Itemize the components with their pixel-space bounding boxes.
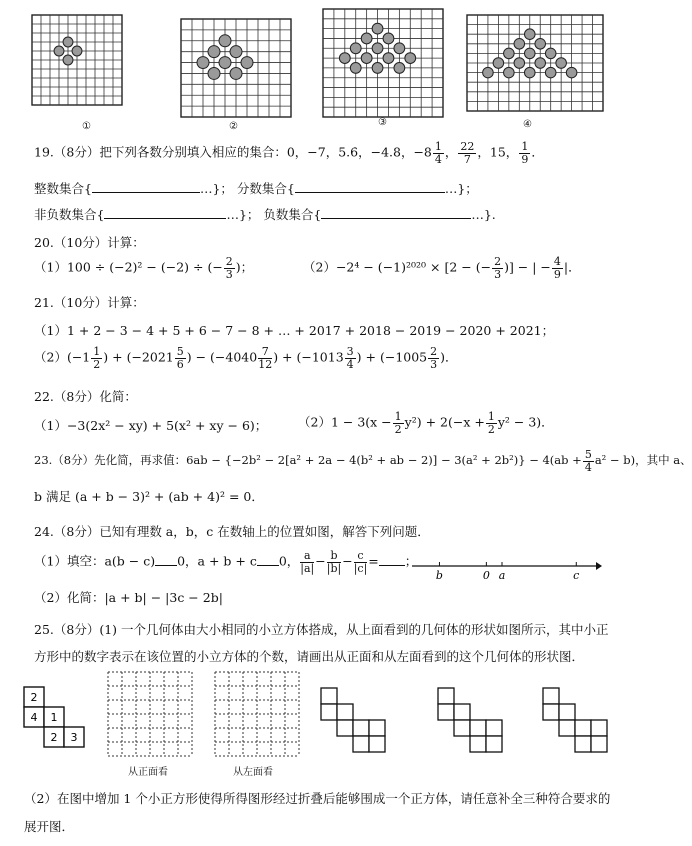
front-view-grid[interactable] (106, 670, 194, 761)
net-cell (438, 704, 454, 720)
q22-part-2-c: y² − 3)． (497, 414, 554, 430)
top-view-figure (22, 685, 94, 756)
q25-part-2-line-2: 展开图． (24, 819, 75, 834)
q21-part-2-d: ) + (−1013 (273, 349, 344, 365)
pattern-dot (514, 58, 525, 69)
number-line (412, 552, 602, 585)
pattern-dot (545, 67, 556, 78)
pattern-dot (350, 63, 361, 74)
net-cell (559, 704, 575, 720)
q20-part-2-num-2: 4 (553, 255, 561, 268)
q24-fill-c: 0， (278, 553, 300, 569)
q19-fraction-3 (519, 141, 530, 165)
q23-fraction-den: 4 (584, 460, 592, 474)
negative-set-label: 负数集合{ (263, 207, 322, 222)
q24-blank-3[interactable] (379, 565, 405, 566)
pattern-grid-4 (466, 14, 604, 112)
pattern-figure-2 (180, 18, 292, 118)
pattern-dot (372, 23, 383, 34)
q22-part-2-b: y²) + 2(−x + (404, 414, 485, 430)
q20-part-2-fraction-1 (492, 256, 503, 280)
fraction-set-end: …}； (444, 181, 478, 196)
q19-stem-text: 19.（8分）把下列各数分别填入相应的集合：0，−7，5.6̇，−4.8， (34, 144, 414, 160)
net-cell (337, 704, 353, 720)
q20-part-2 (303, 256, 581, 280)
q21-fraction-a-num: 1 (93, 345, 101, 358)
pattern-dot (483, 67, 494, 78)
pattern-dot (350, 43, 361, 54)
q19-fraction-2-num: 22 (460, 140, 475, 153)
q20-part-2-den-2: 9 (553, 267, 561, 281)
integer-set-label: 整数集合{ (34, 181, 92, 196)
pattern-dot (63, 37, 73, 47)
pattern-dot (219, 35, 231, 47)
q19-tail: ． (531, 144, 544, 160)
q19-sets-row-2 (34, 205, 496, 223)
pattern-dot (230, 46, 242, 58)
axis-label-a: a (498, 569, 506, 582)
net-figure-2[interactable] (436, 686, 508, 759)
pattern-figure-1 (31, 14, 123, 106)
q23-line-1-b: a² − b)，其中 a、 (594, 453, 692, 468)
net-figure-1[interactable] (319, 686, 391, 759)
q25-line-2: 方形中的数字表示在该位置的小立方体的个数，请画出从正面和从左面看到的这个几何体的形状图． (34, 649, 585, 664)
q21-fraction-a-den: 2 (93, 357, 101, 371)
q25-line-1: 25.（8分）(1) 一个几何体由大小相同的小立方体搭成，从上面看到的几何体的形状如图所示，其中小正 (34, 622, 609, 637)
q21-part-2-end: )． (440, 349, 458, 365)
pattern-dot (197, 57, 209, 69)
pattern-dot (524, 48, 535, 59)
q21-fraction-d-num: 3 (346, 345, 354, 358)
q22-fraction-2 (486, 411, 497, 435)
left-view-grid[interactable] (213, 670, 301, 761)
q19-stem: 19.（8分）把下列各数分别填入相应的集合：0，−7，5.6̇，−4.8，−8 $\frac{1}{4}$ ， $\frac{22}{7}$ ，15， $\frac{1}{9}$ ． (34, 140, 544, 166)
pattern-dot (566, 67, 577, 78)
caption-left-view: 从左面看 (233, 767, 273, 778)
net-figure-2-svg[interactable] (436, 686, 508, 756)
net-cell (486, 720, 502, 736)
pattern-dot (394, 63, 405, 74)
pattern-dot (493, 58, 504, 69)
q20-part-2-end: |． (563, 259, 581, 275)
q19-fraction-2 (458, 141, 476, 165)
left-view-dotted-grid[interactable] (213, 670, 301, 758)
pattern-dot (372, 63, 383, 74)
q20-part-2-den-1: 3 (494, 267, 502, 281)
q19-fraction-1-num: 1 (434, 140, 442, 153)
q23-line-2: b 满足 (a + b − 3)² + (ab + 4)² = 0． (34, 489, 264, 504)
pattern-dot (556, 58, 567, 69)
q24-fill-tail: ； (404, 553, 418, 569)
pattern-dot (63, 55, 73, 65)
net-cell (337, 720, 353, 736)
pattern-dot (514, 39, 525, 50)
net-figure-3-svg[interactable] (541, 686, 613, 756)
front-view-dotted-grid[interactable] (106, 670, 194, 758)
net-cell (369, 736, 385, 752)
number-line-svg (412, 552, 602, 582)
figure-label-1: ① (82, 121, 91, 132)
pattern-dot (405, 53, 416, 64)
q22-fraction-1-num: 1 (394, 410, 402, 423)
q24-fraction-b-num: b (327, 550, 341, 563)
top-view-count: 2 (30, 691, 38, 704)
q21-part-2-b: ) + (−2021 (103, 349, 174, 365)
pattern-dot (208, 67, 220, 79)
net-figure-3[interactable] (541, 686, 613, 759)
q21-fraction-e-den: 3 (430, 357, 438, 371)
net-cell (559, 720, 575, 736)
q24-blank-2[interactable] (257, 565, 279, 566)
q21-part-1: （1）1 + 2 − 3 − 4 + 5 + 6 − 7 − 8 + … + 2017 + 2018 − 2019 − 2020 + 2021； (34, 323, 555, 338)
q20-part-1-num: 2 (225, 255, 233, 268)
pattern-dot (208, 46, 220, 58)
pattern-dot (383, 53, 394, 64)
pattern-grid-2 (180, 18, 292, 118)
q19-mid-text: ，15， (477, 144, 519, 160)
net-cell (321, 704, 337, 720)
q21-fraction-b-num: 5 (176, 345, 184, 358)
q20-part-2-text: （2）−2⁴ − (−1)²⁰²⁰ × [2 − (− (303, 259, 492, 275)
pattern-figure-3 (322, 8, 444, 118)
q23-line-1 (34, 449, 692, 473)
q19-fraction-1-den: 4 (434, 152, 442, 166)
q19-mixed-whole: −8 (413, 144, 432, 160)
nonneg-set-label: 非负数集合{ (34, 207, 105, 222)
q24-fraction-c (354, 550, 368, 574)
nonneg-set-end: …}； (226, 207, 260, 222)
nonneg-set-blank[interactable] (104, 218, 226, 219)
axis-label-b: b (435, 569, 443, 582)
figure-label-2: ② (229, 121, 238, 132)
net-cell (454, 704, 470, 720)
q24-fill-b: 0，a + b + c (177, 553, 257, 569)
axis-label-c: c (573, 569, 580, 582)
pattern-dot (524, 67, 535, 78)
q24-simplify: （2）化简：|a + b| − |3c − 2b| (34, 590, 223, 605)
net-cell (591, 720, 607, 736)
net-cell (353, 720, 369, 736)
q20-title: 20.（10分）计算： (34, 235, 145, 250)
pattern-dot (383, 33, 394, 44)
pattern-dot (394, 43, 405, 54)
grid-border (323, 9, 443, 117)
net-figure-1-svg[interactable] (319, 686, 391, 756)
pattern-dot (339, 53, 350, 64)
net-cell (591, 736, 607, 752)
pattern-dot (219, 57, 231, 69)
pattern-dot (535, 58, 546, 69)
net-cell (369, 720, 385, 736)
q20-part-2-fraction-2 (552, 256, 563, 280)
q21-part-2-c: ) − (−4040 (186, 349, 258, 365)
top-view-count: 1 (50, 711, 58, 724)
q21-title: 21.（10分）计算： (34, 295, 145, 310)
q22-fraction-2-num: 1 (487, 410, 495, 423)
figure-label-4: ④ (523, 119, 532, 130)
q21-fraction-e-num: 2 (430, 345, 438, 358)
top-view-svg (22, 685, 94, 753)
net-cell (454, 720, 470, 736)
pattern-dot (504, 67, 515, 78)
pattern-dot (241, 57, 253, 69)
q20-part-2-mid: )] − | − (504, 259, 551, 275)
q24-fraction-b-den: |b| (326, 561, 342, 575)
q22-title: 22.（8分）化简： (34, 389, 137, 404)
net-cell (321, 688, 337, 704)
q22-fraction-2-den: 2 (487, 422, 495, 436)
top-view-count: 4 (30, 711, 38, 724)
q20-part-2-num-1: 2 (494, 255, 502, 268)
q24-fill: （1）填空：a(b − c) 0，a + b + c 0， $\frac{a}{|a|}$ − $\frac{b}{|b|}$ − $\frac{c}{|c|}$ = ； (34, 549, 418, 575)
axis-label-0: 0 (482, 569, 490, 582)
q24-fraction-a-num: a (300, 550, 314, 563)
q21-fraction-c (258, 346, 272, 370)
q21-fraction-b (175, 346, 186, 370)
q24-fraction-a-den: |a| (300, 561, 315, 575)
net-cell (575, 736, 591, 752)
pattern-grid-1 (31, 14, 123, 106)
q24-fraction-c-num: c (354, 550, 368, 563)
negative-set-blank[interactable] (321, 218, 471, 219)
top-view-count: 3 (70, 731, 78, 744)
top-view-count: 2 (50, 731, 58, 744)
pattern-dot (230, 67, 242, 79)
q24-fraction-c-den: |c| (353, 561, 368, 575)
q22-fraction-1 (393, 411, 404, 435)
caption-front-view: 从正面看 (128, 767, 168, 778)
net-cell (470, 736, 486, 752)
q24-fill-equals: = (368, 553, 379, 569)
net-cell (543, 688, 559, 704)
q20-part-1-fraction (224, 256, 235, 280)
pattern-dot (504, 48, 515, 59)
pattern-dot (54, 46, 64, 56)
q19-fraction-3-num: 1 (521, 140, 529, 153)
pattern-dot (372, 43, 383, 54)
q20-part-1-den: 3 (225, 267, 233, 281)
q22-part-1: （1）−3(2x² − xy) + 5(x² + xy − 6)； (34, 418, 268, 433)
q21-part-2-a: （2）(−1 (34, 349, 91, 365)
axis-arrow (596, 562, 602, 570)
fraction-set-blank[interactable] (295, 192, 445, 193)
q19-sets-row-1 (34, 179, 478, 197)
pattern-dot (535, 39, 546, 50)
q22-fraction-1-den: 2 (394, 422, 402, 436)
q21-part-2-e: ) + (−1005 (356, 349, 428, 365)
q21-fraction-e (428, 346, 439, 370)
pattern-grid-3 (322, 8, 444, 118)
net-cell (486, 736, 502, 752)
q21-part-2 (34, 346, 458, 370)
q24-fraction-b (327, 550, 341, 574)
q24-fraction-a (300, 550, 314, 574)
q23-line-1-a: 23.（8分）先化简，再求值：6ab − {−2b² − 2[a² + 2a − 4(b² + ab − 2)] − 3(a² + 2b²)} − 4(ab + (34, 453, 582, 468)
q20-part-1 (34, 256, 253, 280)
q25-part-2-line-1: （2）在图中增加 1 个小正方形使得所得图形经过折叠后能够围成一个正方体，请任意补全三种符合要求的 (24, 791, 611, 806)
pattern-dot (545, 48, 556, 59)
q21-fraction-b-den: 6 (176, 357, 184, 371)
q21-fraction-a (91, 346, 102, 370)
q21-fraction-c-den: 12 (258, 357, 273, 371)
q19-fraction-3-den: 9 (521, 152, 529, 166)
negative-set-end: …}. (471, 207, 496, 222)
net-cell (575, 720, 591, 736)
pattern-dot (361, 53, 372, 64)
figure-label-3: ③ (378, 117, 387, 128)
pattern-figure-4 (466, 14, 604, 112)
q24-blank-1[interactable] (155, 565, 177, 566)
net-cell (470, 720, 486, 736)
q24-title: 24.（8分）已知有理数 a，b，c 在数轴上的位置如图，解答下列问题． (34, 524, 430, 539)
net-cell (353, 736, 369, 752)
q21-fraction-c-num: 7 (258, 346, 272, 359)
pattern-dot (361, 33, 372, 44)
q21-fraction-d (345, 346, 356, 370)
q23-fraction (583, 449, 594, 473)
q20-part-1-text: （1）100 ÷ (−2)² − (−2) ÷ (− (34, 259, 223, 275)
q23-fraction-num: 5 (584, 448, 592, 461)
q22-part-2-a: （2）1 − 3(x − (298, 414, 392, 430)
net-cell (543, 704, 559, 720)
q19-fraction-1 (433, 141, 444, 165)
net-cell (438, 688, 454, 704)
integer-set-end: …}； (199, 181, 233, 196)
fraction-set-label: 分数集合{ (236, 181, 295, 196)
q21-fraction-d-den: 4 (346, 357, 354, 371)
q24-fill-a: （1）填空：a(b − c) (34, 553, 156, 569)
q20-part-1-end: )； (235, 259, 254, 275)
q22-part-2 (298, 411, 554, 435)
integer-set-blank[interactable] (92, 192, 200, 193)
q19-fraction-2-den: 7 (463, 152, 471, 166)
pattern-dot (524, 29, 535, 40)
pattern-dot (72, 46, 82, 56)
